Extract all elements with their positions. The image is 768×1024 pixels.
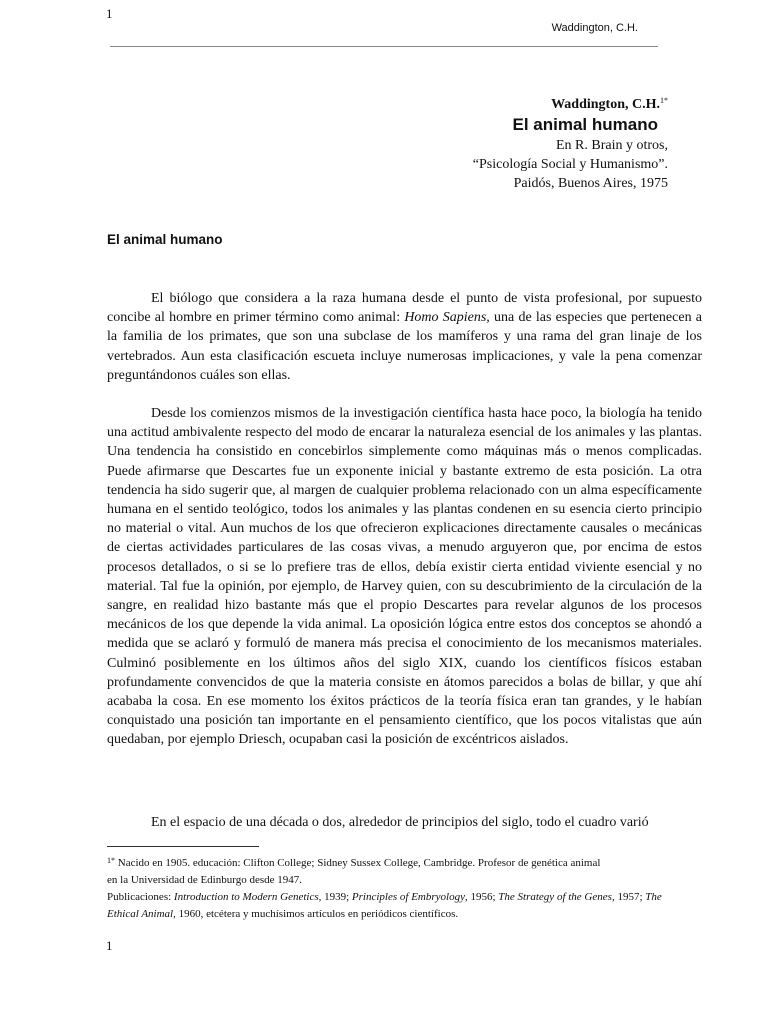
footnote-1 <box>107 852 667 889</box>
pub-title-1: Introduction to Modern Genetics <box>173 891 319 903</box>
p1-species-name: Homo Sapiens, <box>404 310 490 326</box>
pub-rest: , 1960, etcétera y muchísimos artículos en periódicos científicos. <box>173 908 459 920</box>
pub-year-2: , 1956; <box>464 891 499 903</box>
footnote-publications <box>107 889 667 923</box>
attribution-block <box>473 92 668 193</box>
section-heading: El animal humano <box>107 232 223 247</box>
pub-title-3: The Strategy of the Genes <box>498 891 612 903</box>
pub-year-3: , 1957; <box>611 891 646 903</box>
body-paragraph-2: Desde los comienzos mismos de la investigación científica hasta hace poco, la biología ha tenido una actitud ambivalente respecto del modo de encarar la naturaleza esencial de los animales y las plantas. Una tendencia ha consistido en concebirlos simplemente como máquinas más o menos complicadas. Puede afirmarse que Descartes fue un exponente inicial y bastante extremo de esta posición. La otra tendencia ha sido sugerir que, al margen de cualquier problema relacionado con un alma específicamente humana en el sentido teológico, todos los animales y las plantas condenen en su esencia cierto principio no material o vital. Aun muchos de los que ofrecieron explicaciones directamente causales o mecánicas de ciertas actividades particulares de las cosas vivas, a menudo arguyeron que, por encima de estos procesos detallados, o si se lo prefiere tras de ellos, debía existir cierta entidad viviente esencial y no material. Tal fue la opinión, por ejemplo, de Harvey quien, con su descubrimiento de la circulación de la sangre, en realidad hizo bastante más que el propio Descartes para revelar algunos de los procesos mecánicos de los que depende la vida animal. La oposición lógica entre estos dos conceptos se ahondó a medida que se aclaró y formuló de manera más precisa el conocimiento de los mecanismos materiales. Culminó posiblemente en los últimos años del siglo XIX, cuando los científicos físicos estaban profundamente convencidos de que la materia consiste en átomos parecidos a bolas de billar, y que ahí acababa la cosa. En ese momento los éxitos prácticos de la teoría física eran tan grandes, y le habían conquistado una posición tan importante en el pensamiento científico, que los pocos vitalistas que aún quedaban, por ejemplo Driesch, ocupaban casi la posición de excéntricos aislados. <box>107 406 702 748</box>
footnote-marker: 1* <box>107 856 115 865</box>
page-number-bottom: 1 <box>106 938 113 953</box>
work-title: El animal humano <box>512 115 658 134</box>
header-divider <box>110 46 658 47</box>
p1-text-b: una de las especies que pertenecen a la familia de los primates, que son una subclase de los mamíferos y una rama del gran linaje de los vertebrados. Aun esta clasificación escueta incluye numerosas implicaciones, y vale la pena comenzar preguntándonos cuáles son ellas. <box>107 310 702 383</box>
pub-title-4: The Ethical Animal <box>107 891 662 920</box>
pub-year-1: , 1939; <box>318 891 352 903</box>
author-name: Waddington, C.H. <box>551 97 660 112</box>
author-footnote-marker[interactable]: 1* <box>660 96 668 105</box>
publisher-line: Paidós, Buenos Aires, 1975 <box>513 176 668 191</box>
footnote-1-line-1: Nacido en 1905. educación: Clifton College; Sidney Sussex College, Cambridge. Profesor de genética animal <box>115 857 601 869</box>
pub-title-2: Principles of Embryology <box>351 891 465 903</box>
book-title-line: “Psicología Social y Humanismo”. <box>472 157 668 172</box>
publications-label: Publicaciones: <box>107 891 174 903</box>
page-number-top: 1 <box>106 6 113 21</box>
p1-text-a: El biólogo que considera a la raza humana desde el punto de vista profesional, por supuesto concibe al hombre en primer término como animal: <box>107 291 702 326</box>
body-paragraph-1 <box>107 289 702 385</box>
source-line: En R. Brain y otros, <box>556 138 668 153</box>
footnote-1-line-2: en la Universidad de Edinburgo desde 1947. <box>107 874 303 886</box>
body-paragraph-3: En el espacio de una década o dos, alrededor de principios del siglo, todo el cuadro varió <box>151 815 649 830</box>
author-line <box>473 92 668 114</box>
running-header: Waddington, C.H. <box>551 22 638 34</box>
footnote-divider <box>107 846 259 847</box>
footnotes <box>107 852 667 923</box>
